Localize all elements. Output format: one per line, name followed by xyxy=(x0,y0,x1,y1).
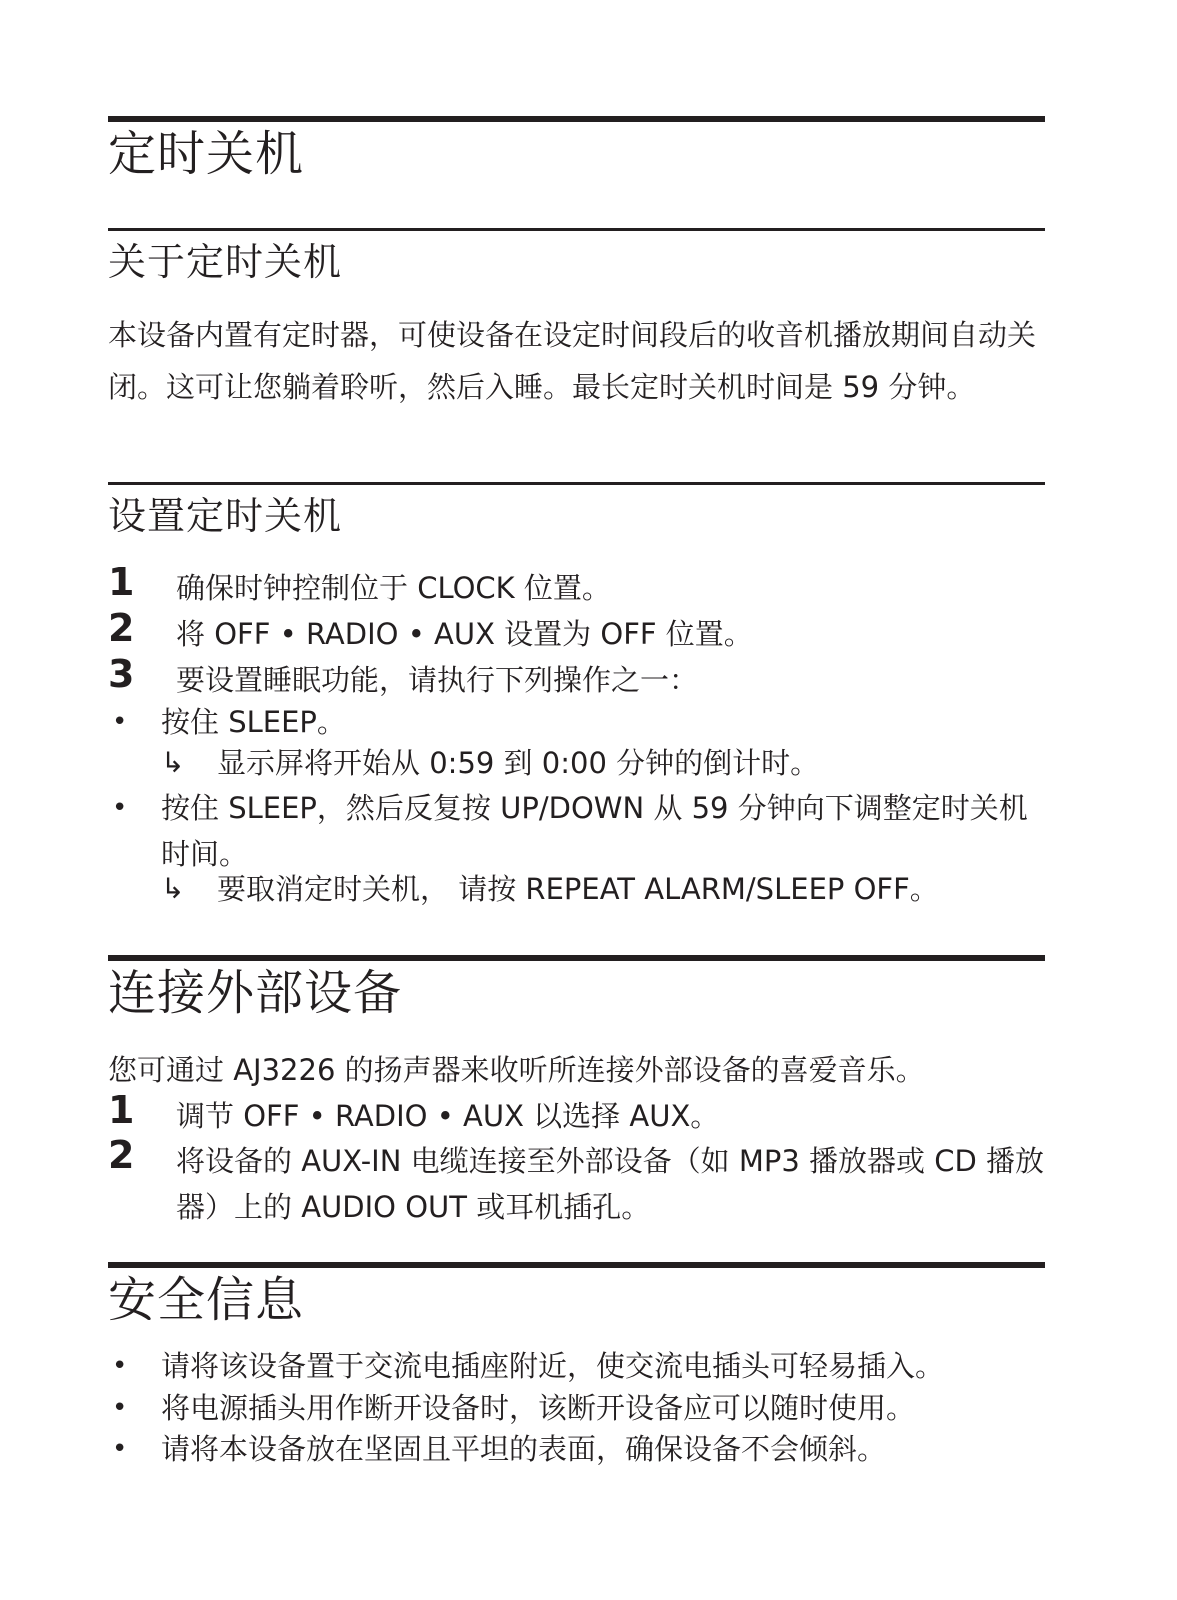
section-title-external: 连接外部设备 xyxy=(108,965,403,1021)
option-result xyxy=(161,740,1045,786)
section-rule xyxy=(108,955,1045,961)
option-text: 按住 SLEEP。 xyxy=(161,705,346,739)
result-arrow-icon: ↳ xyxy=(161,746,185,779)
bullet-icon: • xyxy=(112,1393,128,1423)
section-rule xyxy=(108,1262,1045,1268)
step-text: 要设置睡眠功能，请执行下列操作之一： xyxy=(176,663,699,697)
result-text: 显示屏将开始从 0:59 到 0:00 分钟的倒计时。 xyxy=(217,746,820,780)
list-item xyxy=(108,1426,1045,1472)
safety-text: 将电源插头用作断开设备时，该断开设备应可以随时使用。 xyxy=(161,1391,916,1425)
step-number: 1 xyxy=(108,1088,135,1132)
step-item xyxy=(108,1088,1045,1139)
section-title-safety: 安全信息 xyxy=(108,1272,305,1328)
bullet-icon: • xyxy=(112,1434,128,1464)
option-text: 按住 SLEEP，然后反复按 UP/DOWN 从 59 分钟向下调整定时关机时间。 xyxy=(161,791,1028,871)
subsection-rule xyxy=(108,482,1045,485)
option-result xyxy=(161,866,1045,912)
step-text: 将 OFF • RADIO • AUX 设置为 OFF 位置。 xyxy=(176,617,753,651)
option-item xyxy=(108,785,1045,877)
list-item xyxy=(108,1343,1045,1389)
bullet-icon: • xyxy=(112,793,128,823)
safety-text: 请将该设备置于交流电插座附近，使交流电插头可轻易插入。 xyxy=(161,1349,945,1383)
subsection-title-set: 设置定时关机 xyxy=(108,494,343,538)
step-number: 2 xyxy=(108,1133,135,1177)
step-number: 2 xyxy=(108,606,135,650)
step-number: 3 xyxy=(108,652,135,696)
list-item xyxy=(108,1385,1045,1431)
step-text: 将设备的 AUX-IN 电缆连接至外部设备（如 MP3 播放器或 CD 播放器）上的 AUDIO OUT 或耳机插孔。 xyxy=(176,1144,1045,1224)
about-paragraph: 本设备内置有定时器，可使设备在设定时间段后的收音机播放期间自动关闭。这可让您躺着聆听，然后入睡。最长定时关机时间是 59 分钟。 xyxy=(108,318,1037,404)
result-text: 要取消定时关机， 请按 REPEAT ALARM/SLEEP OFF。 xyxy=(217,872,939,906)
step-item xyxy=(108,560,1045,611)
section-rule xyxy=(108,116,1045,122)
step-item xyxy=(108,1133,1045,1230)
bullet-icon: • xyxy=(112,1351,128,1381)
bullet-icon: • xyxy=(112,707,128,737)
step-text: 调节 OFF • RADIO • AUX 以选择 AUX。 xyxy=(176,1099,720,1133)
step-item xyxy=(108,606,1045,657)
result-arrow-icon: ↳ xyxy=(161,872,185,905)
step-text: 确保时钟控制位于 CLOCK 位置。 xyxy=(176,571,611,605)
section-title-sleep: 定时关机 xyxy=(108,126,305,182)
safety-text: 请将本设备放在坚固且平坦的表面，确保设备不会倾斜。 xyxy=(161,1432,887,1466)
step-number: 1 xyxy=(108,560,135,604)
option-item xyxy=(108,699,1045,745)
subsection-rule xyxy=(108,228,1045,231)
subsection-title-about: 关于定时关机 xyxy=(108,240,343,284)
external-intro: 您可通过 AJ3226 的扬声器来收听所连接外部设备的喜爱音乐。 xyxy=(108,1053,925,1087)
step-item xyxy=(108,652,1045,703)
